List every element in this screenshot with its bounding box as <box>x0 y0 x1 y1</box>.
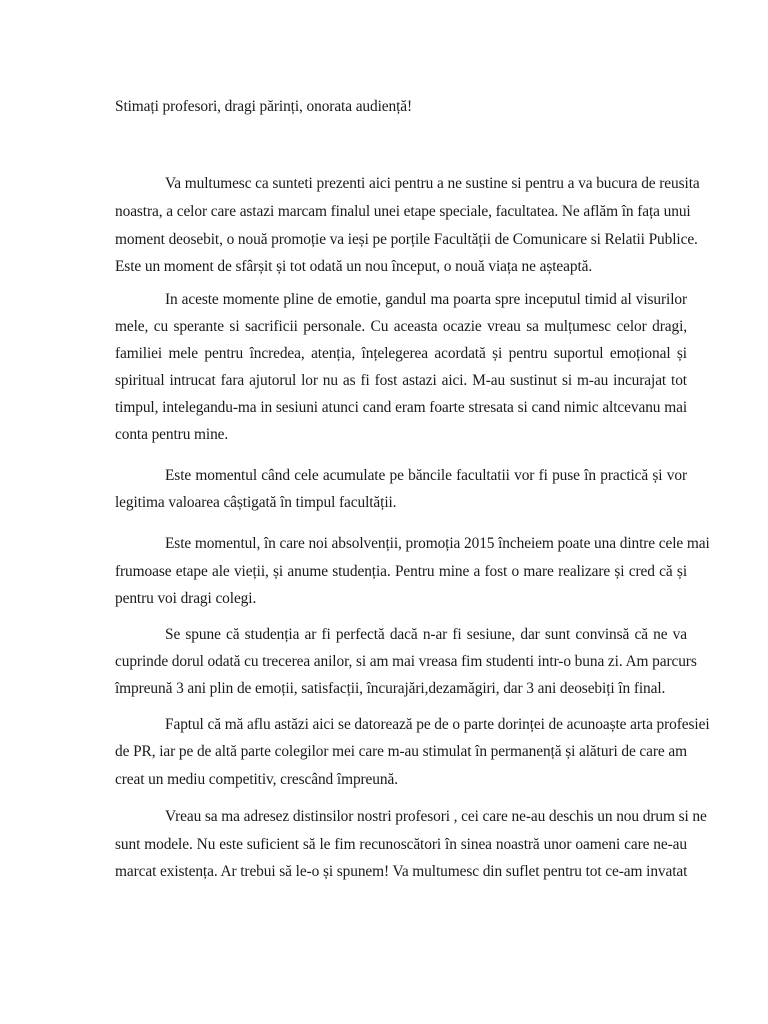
paragraph-1-line: noastra, a celor care astazi marcam finalul unei etape speciale, facultatea. Ne aflăm în fața unui <box>115 203 691 220</box>
paragraph-6-line: creat un mediu competitiv, crescând împreună. <box>115 771 398 788</box>
paragraph-6-line: de PR, iar pe de altă parte colegilor mei care m-au stimulat în permanență și alături de care am <box>115 743 688 760</box>
paragraph-1-line: Este un moment de sfârșit și tot odată un nou început, o nouă viața ne așteaptă. <box>115 258 593 275</box>
paragraph-2-line: In aceste momente pline de emotie, gandul ma poarta spre inceputul timid al visurilor <box>165 291 687 308</box>
paragraph-2-line: timpul, intelegandu-ma in sesiuni atunci cand eram foarte stresata si cand nimic altcevanu mai <box>115 399 687 416</box>
paragraph-7-line: sunt modele. Nu este suficient să le fim recunoscători în sinea noastră unor oameni care ne-au <box>115 836 687 853</box>
paragraph-1-line: Va multumesc ca sunteti prezenti aici pentru a ne sustine si pentru a va bucura de reusita <box>165 175 700 192</box>
paragraph-2-line: spiritual intrucat fara ajutorul lor nu as fi fost astazi aici. M-au sustinut si m-au incurajat tot <box>115 372 687 389</box>
paragraph-7-line: Vreau sa ma adresez distinsilor nostri profesori , cei care ne-au deschis un nou drum si ne <box>165 808 707 825</box>
paragraph-2-line: mele, cu sperante si sacrificii personale. Cu aceasta ocazie vreau sa mulțumesc celor dragi, <box>115 318 687 335</box>
greeting-line: Stimați profesori, dragi părinți, onorata audiență! <box>115 98 413 115</box>
paragraph-1-line: moment deosebit, o nouă promoție va ieși pe porțile Facultății de Comunicare si Relatii Publice. <box>115 231 698 248</box>
paragraph-5-line: cuprinde dorul odată cu trecerea anilor, si am mai vreasa fim studenti intr-o buna zi. Am parcurs <box>115 653 697 670</box>
paragraph-4-line: frumoase etape ale vieții, și anume studenția. Pentru mine a fost o mare realizare și cred că și <box>115 563 687 580</box>
paragraph-4-line: pentru voi dragi colegi. <box>115 590 257 607</box>
paragraph-4-line: Este momentul, în care noi absolvenții, promoția 2015 încheiem poate una dintre cele mai <box>165 535 710 552</box>
paragraph-6-line: Faptul că mă aflu astăzi aici se datorează pe de o parte dorinței de acunoaște arta profesiei <box>165 716 710 733</box>
paragraph-7-line: marcat existența. Ar trebui să le-o și spunem! Va multumesc din suflet pentru tot ce-am invatat <box>115 863 688 880</box>
paragraph-3-line: legitima valoarea câștigată în timpul facultății. <box>115 494 397 511</box>
paragraph-5-line: împreună 3 ani plin de emoții, satisfacții, încurajări,dezamăgiri, dar 3 ani deosebiți în final. <box>115 680 666 697</box>
paragraph-2-line: familiei mele pentru încredea, atenția, înțelegerea acordată și pentru suportul emoțional și <box>115 345 687 362</box>
paragraph-2-line: conta pentru mine. <box>115 426 229 443</box>
paragraph-5-line: Se spune că studenția ar fi perfectă dacă n-ar fi sesiune, dar sunt convinsă că ne va <box>165 626 687 643</box>
paragraph-3-line: Este momentul când cele acumulate pe băncile facultatii vor fi puse în practică și vor <box>165 467 687 484</box>
